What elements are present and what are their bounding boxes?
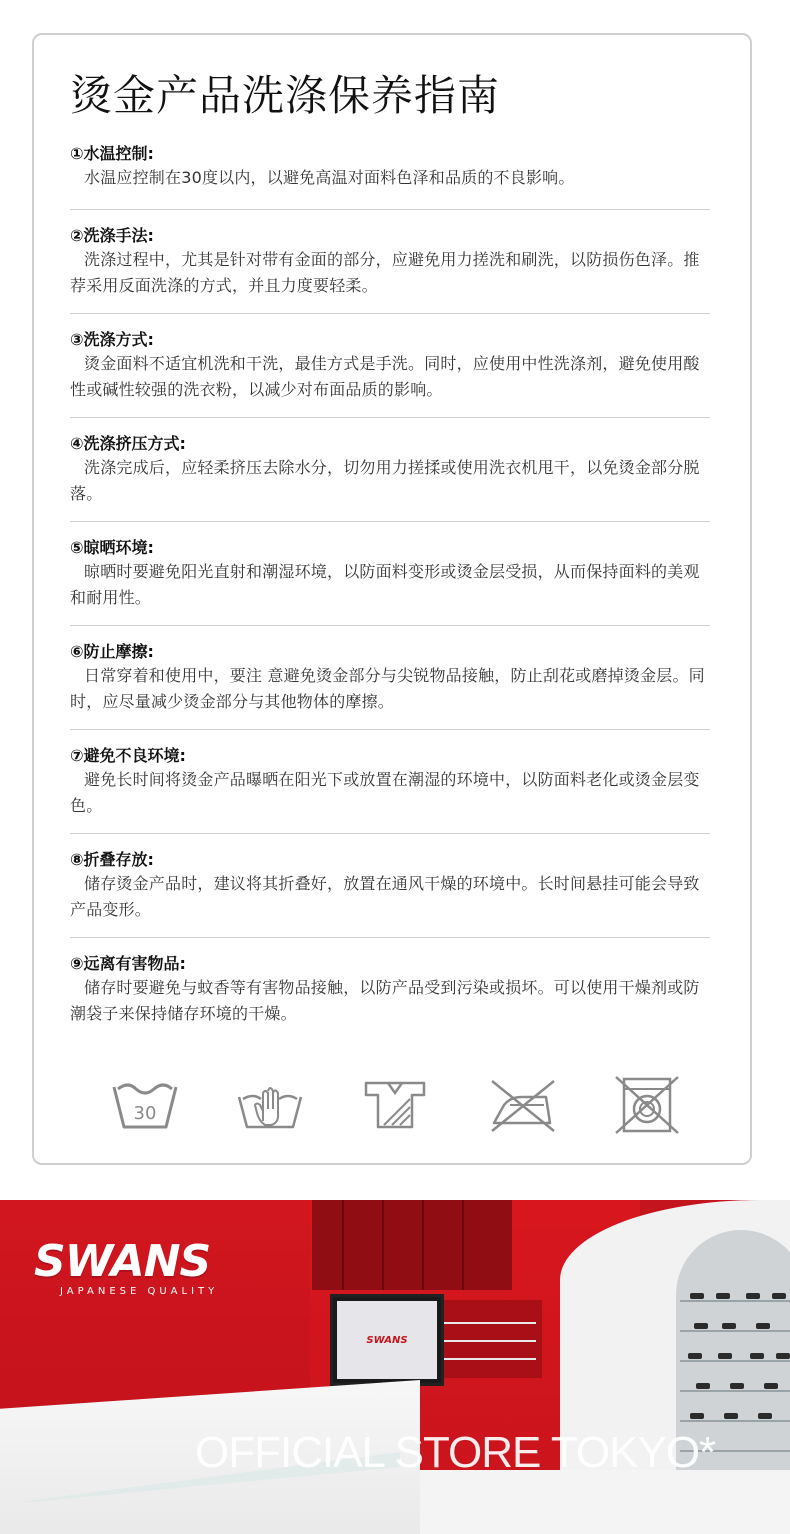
wash-temp-label: 30 bbox=[133, 1103, 157, 1124]
section-body: 烫金面料不适宜机洗和干洗，最佳方式是手洗。同时，应使用中性洗涤剂，避免使用酸性或碱性较强的洗衣粉，以减少对布面品质的影响。 bbox=[70, 354, 700, 399]
wash-30-icon bbox=[110, 1075, 180, 1135]
care-section-drying bbox=[70, 522, 710, 626]
care-section-storage bbox=[70, 834, 710, 938]
section-body: 晾晒时要避免阳光直射和潮湿环境，以防面料变形或烫金层受损，从而保持面料的美观和耐用性。 bbox=[70, 562, 700, 607]
no-machine-wash-icon bbox=[612, 1075, 682, 1135]
brand-logo bbox=[34, 1238, 218, 1297]
section-heading: ⑨远离有害物品: bbox=[70, 954, 186, 973]
store-caption: OFFICIAL STORE TOKYO* bbox=[195, 1428, 716, 1477]
hand-wash-icon bbox=[235, 1075, 305, 1135]
product-niche bbox=[432, 1300, 542, 1378]
section-heading: ①水温控制: bbox=[70, 144, 154, 163]
care-section-squeeze bbox=[70, 418, 710, 522]
section-body: 储存烫金产品时，建议将其折叠好，放置在通风干燥的环境中。长时间悬挂可能会导致产品变形。 bbox=[70, 874, 700, 919]
section-heading: ②洗涤手法: bbox=[70, 226, 154, 245]
store-floor bbox=[380, 1470, 790, 1534]
section-heading: ⑧折叠存放: bbox=[70, 850, 154, 869]
care-sections bbox=[70, 143, 710, 1027]
no-iron-icon bbox=[488, 1075, 558, 1135]
care-section-harmful-items bbox=[70, 938, 710, 1027]
tumble-dry-icon bbox=[360, 1075, 430, 1135]
section-body: 洗涤过程中，尤其是针对带有金面的部分，应避免用力搓洗和刷洗，以防损伤色泽。推荐采用反面洗涤的方式，并且力度要轻柔。 bbox=[70, 250, 700, 295]
section-body: 洗涤完成后，应轻柔挤压去除水分，切勿用力搓揉或使用洗衣机甩干，以免烫金部分脱落。 bbox=[70, 458, 700, 503]
brand-logo-text: SWANS bbox=[34, 1236, 211, 1287]
page-title: 烫金产品洗涤保养指南 bbox=[70, 71, 501, 120]
care-section-environment bbox=[70, 730, 710, 834]
section-heading: ⑤晾晒环境: bbox=[70, 538, 154, 557]
care-section-friction bbox=[70, 626, 710, 730]
store-tv bbox=[330, 1294, 444, 1386]
care-guide-card bbox=[32, 33, 752, 1165]
store-photo bbox=[0, 1200, 790, 1534]
care-icons-row bbox=[70, 1075, 710, 1141]
section-heading: ⑥防止摩擦: bbox=[70, 642, 154, 661]
section-body: 日常穿着和使用中，要注 意避免烫金部分与尖锐物品接触，防止刮花或磨掉烫金层。同时，应尽量减少烫金部分与其他物体的摩擦。 bbox=[70, 666, 705, 711]
section-heading: ④洗涤挤压方式: bbox=[70, 434, 186, 453]
ceiling-slats bbox=[312, 1200, 512, 1290]
care-section-water-temp bbox=[70, 143, 710, 210]
care-section-wash-method bbox=[70, 314, 710, 418]
brand-tagline: JAPANESE QUALITY bbox=[60, 1286, 219, 1297]
section-heading: ③洗涤方式: bbox=[70, 330, 154, 349]
section-body: 水温应控制在30度以内，以避免高温对面料色泽和品质的不良影响。 bbox=[84, 168, 575, 187]
section-body: 储存时要避免与蚊香等有害物品接触，以防产品受到污染或损坏。可以使用干燥剂或防潮袋子来保持储存环境的干燥。 bbox=[70, 978, 700, 1023]
section-heading: ⑦避免不良环境: bbox=[70, 746, 186, 765]
section-body: 避免长时间将烫金产品曝晒在阳光下或放置在潮湿的环境中，以防面料老化或烫金层变色。 bbox=[70, 770, 700, 815]
care-section-wash-technique bbox=[70, 210, 710, 314]
tv-logo: SWANS bbox=[366, 1334, 408, 1346]
